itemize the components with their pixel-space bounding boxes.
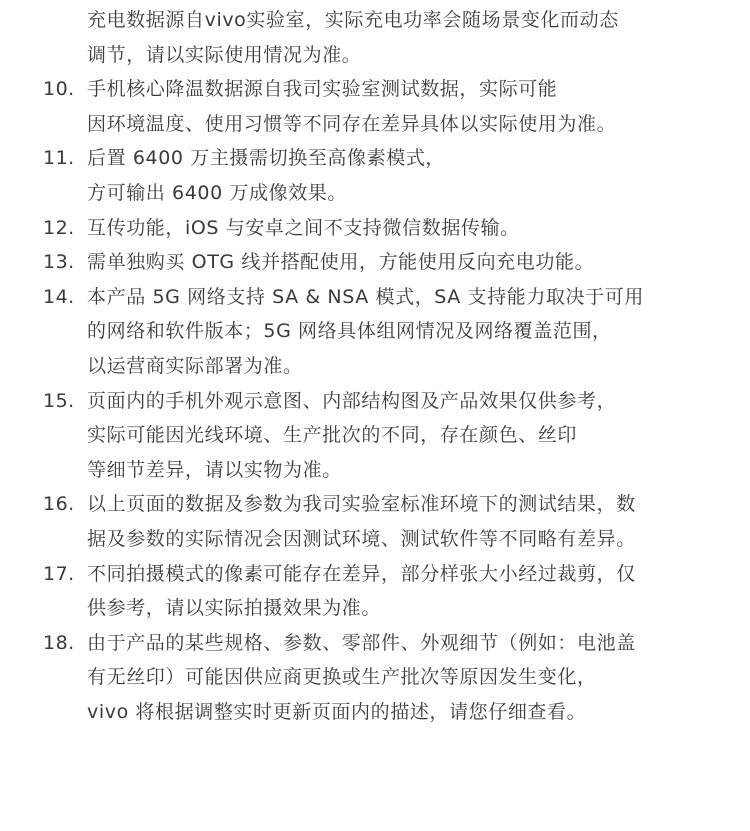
note-text: 充电数据源自vivo实验室，实际充电功率会随场景变化而动态 bbox=[87, 9, 619, 31]
note-line bbox=[0, 626, 750, 661]
note-number: 14. bbox=[43, 285, 75, 308]
note-number: 13. bbox=[43, 251, 75, 274]
note-line bbox=[0, 314, 750, 349]
note-text: 由于产品的某些规格、参数、零部件、外观细节（例如：电池盖 bbox=[87, 631, 636, 654]
note-text: vivo 将根据调整实时更新页面内的描述，请您仔细查看。 bbox=[87, 700, 587, 723]
note-number: 17. bbox=[43, 562, 75, 585]
note-text: 据及参数的实际情况会因测试环境、测试软件等不同略有差异。 bbox=[87, 527, 636, 550]
note-text: 手机核心降温数据源自我司实验室测试数据，实际可能 bbox=[87, 78, 558, 101]
note-text: 实际可能因光线环境、生产批次的不同，存在颜色、丝印 bbox=[87, 424, 578, 447]
note-text: 本产品 5G 网络支持 SA & NSA 模式，SA 支持能力取决于可用 bbox=[87, 285, 644, 308]
note-number: 12. bbox=[43, 216, 75, 239]
note-text: 互传功能，iOS 与安卓之间不支持微信数据传输。 bbox=[87, 216, 520, 239]
note-line bbox=[0, 522, 750, 557]
note-line bbox=[0, 418, 750, 453]
note-text: 不同拍摄模式的像素可能存在差异，部分样张大小经过裁剪，仅 bbox=[87, 562, 636, 585]
note-line bbox=[0, 3, 750, 38]
note-line bbox=[0, 141, 750, 176]
note-text: 需单独购买 OTG 线并搭配使用，方能使用反向充电功能。 bbox=[87, 251, 595, 274]
note-line bbox=[0, 211, 750, 246]
note-line bbox=[0, 453, 750, 488]
note-line bbox=[0, 176, 750, 211]
note-text: 后置 6400 万主摄需切换至高像素模式， bbox=[87, 147, 446, 170]
note-line bbox=[0, 660, 750, 695]
note-number: 10. bbox=[43, 78, 75, 101]
note-text: 等细节差异，请以实物为准。 bbox=[87, 458, 342, 481]
note-text: 方可输出 6400 万成像效果。 bbox=[87, 181, 348, 204]
note-number: 18. bbox=[43, 631, 75, 654]
note-line bbox=[0, 384, 750, 419]
note-line bbox=[0, 107, 750, 142]
note-text: 以运营商实际部署为准。 bbox=[87, 354, 303, 377]
note-text: 以上页面的数据及参数为我司实验室标准环境下的测试结果，数 bbox=[87, 493, 636, 516]
note-line bbox=[0, 487, 750, 522]
note-number: 16. bbox=[43, 493, 75, 516]
note-line bbox=[0, 245, 750, 280]
note-line bbox=[0, 280, 750, 315]
note-text: 调节，请以实际使用情况为准。 bbox=[87, 43, 362, 66]
note-text: 的网络和软件版本；5G 网络具体组网情况及网络覆盖范围， bbox=[87, 320, 612, 343]
note-line bbox=[0, 591, 750, 626]
note-line bbox=[0, 349, 750, 384]
note-text: 有无丝印）可能因供应商更换或生产批次等原因发生变化， bbox=[87, 666, 597, 689]
note-line bbox=[0, 557, 750, 592]
note-line bbox=[0, 38, 750, 73]
note-number: 11. bbox=[43, 147, 75, 170]
notes-list bbox=[0, 3, 750, 729]
note-line bbox=[0, 72, 750, 107]
note-text: 页面内的手机外观示意图、内部结构图及产品效果仅供参考， bbox=[87, 389, 617, 412]
note-text: 供参考，请以实际拍摄效果为准。 bbox=[87, 597, 382, 620]
note-number: 15. bbox=[43, 389, 75, 412]
note-text: 因环境温度、使用习惯等不同存在差异具体以实际使用为准。 bbox=[87, 112, 617, 135]
note-line bbox=[0, 695, 750, 730]
